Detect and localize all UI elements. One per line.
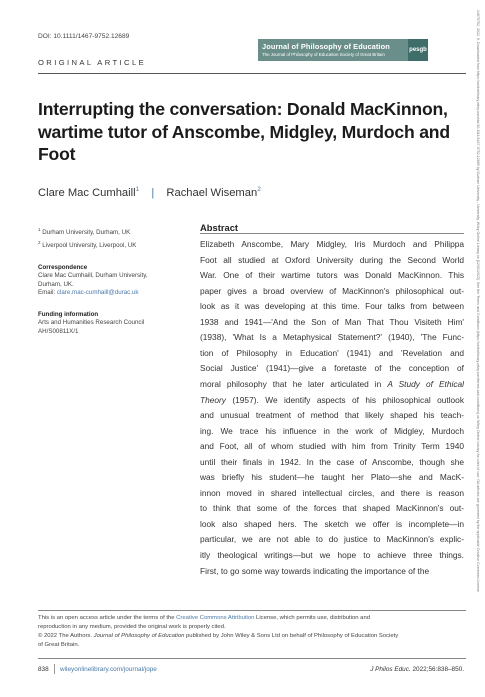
- abstract-line: and Foot, all of whom studied with him from Trinity Term 1940: [200, 441, 464, 452]
- abstract-line: Foot all studied at Oxford University during the Second World: [200, 254, 464, 265]
- abstract-line: (1938), 'What Is a Metaphysical Statement?' (1940), 'The Func-: [200, 332, 464, 343]
- abstract-line: War. One of their wartime tutors was Donald MacKinnon. This: [200, 270, 464, 281]
- author-name[interactable]: Rachael Wiseman: [166, 187, 258, 199]
- doi-text: DOI: 10.1111/1467-9752.12689: [38, 33, 130, 40]
- author-name[interactable]: Clare Mac Cumhaill: [38, 187, 136, 199]
- page-number: 838: [38, 666, 49, 673]
- author-list: [38, 186, 261, 199]
- abstract-heading: Abstract: [200, 222, 239, 233]
- abstract-line: moral philosophy that he later articulated in A Study of Ethical: [200, 378, 464, 389]
- copyright-notice: © 2022 The Authors. Journal of Philosophy of Education published by John Wiley & Sons Ltd on behalf of Philosophy of Education Society of Great Britain.: [38, 633, 399, 648]
- download-notice-strip: [474, 10, 482, 680]
- abstract-line: innon moved in shared intellectual circles, and there is reason: [200, 487, 464, 498]
- abstract-line: tion of Philosophy in Education' (1941) and 'Revelation and: [200, 347, 464, 358]
- correspondence-heading: Correspondence: [38, 264, 88, 271]
- abstract-line: Social Justice' (1941)—give a foretaste of the conception of: [200, 363, 464, 374]
- footer-divider: [38, 610, 466, 611]
- license-link[interactable]: Creative Commons Attribution: [176, 615, 255, 621]
- society-logo: pesgb: [408, 39, 428, 61]
- abstract-line: itly theological writings—but we hope to achieve three things.: [200, 550, 464, 560]
- header-divider: [38, 73, 466, 74]
- journal-website-link[interactable]: wileyonlinelibrary.com/journal/jope: [60, 666, 157, 673]
- author-separator: |: [151, 187, 155, 199]
- article-title: Interrupting the conversation: Donald MacKinnon, wartime tutor of Anscombe, Midgley, Murdoch and Foot: [38, 99, 450, 164]
- journal-banner-title: Journal of Philosophy of Education: [262, 42, 390, 51]
- abstract-line: particular, we are not able to do justice to MacKinnon's explic-: [200, 534, 464, 545]
- abstract-line: and unusual treatment of method that likely shaped his teach-: [200, 410, 464, 421]
- page-footer-separator: [54, 664, 55, 674]
- abstract-line: until their finals in 1942. In the case of Anscombe, though she: [200, 456, 464, 467]
- page-footer-divider: [38, 658, 466, 659]
- abstract-line: look also shaped hers. The sketch we offer is incomplete—in: [200, 518, 464, 529]
- journal-banner[interactable]: [258, 39, 428, 61]
- funding-heading: Funding information: [38, 311, 99, 318]
- affiliation: $^1$ Durham University, Durham, UK: [38, 227, 131, 236]
- abstract-line: ing. We trace his influence in the work of Midgley, Murdoch: [200, 425, 464, 436]
- abstract-line: paper gives a broad overview of MacKinnon's philosophical out-: [200, 285, 464, 296]
- author-affiliation-mark: 1: [135, 186, 140, 193]
- article-type-label: ORIGINAL ARTICLE: [38, 58, 147, 67]
- correspondence-block: Correspondence Clare Mac Cumhaill, Durham University, Durham, UK. Email: clare.mac-cumhaill@durac.uk: [38, 264, 148, 296]
- abstract-line: Theory (1957). We identify aspects of his philosophical outlook: [200, 394, 464, 405]
- download-notice-text: 14679752, 2022, 6, Downloaded from https://onlinelibrary.wiley.com/doi/10.1111/1467-9752.12689 by Durham University - University, Wiley Online Library on [12/01/2023]. See the Terms and Conditions (https://onlinelibrary.wiley.com/terms-and-conditions) on Wiley Online Library for rules of use; OA articles are governed by the applicable Creative Commons License: [476, 10, 480, 592]
- affiliation: $^2$ Liverpool University, Liverpool, UK: [38, 240, 137, 249]
- email-link[interactable]: clare.mac-cumhaill@durac.uk: [56, 288, 139, 296]
- abstract-line: First, to go some way towards indicating the importance of the: [200, 565, 430, 576]
- abstract-line: was briefly his student—he taught her Plato—she and MacK-: [200, 472, 464, 483]
- abstract-line: Elizabeth Anscombe, Mary Midgley, Iris Murdoch and Philippa: [200, 239, 464, 249]
- author-affiliation-mark: 2: [257, 186, 261, 193]
- funding-block: Funding information Arts and Humanities Research Council AH/S00811X/1: [38, 311, 145, 335]
- abstract-line: 1938 and 1941—'And the Son of Man That Thou Visiteth Him': [200, 316, 464, 327]
- abstract-line: look as it was developing at this time. Four talks from between: [200, 301, 464, 312]
- citation-info: J Philos Educ. 2022;56:838–850.: [370, 666, 464, 673]
- license-notice: This is an open access article under the terms of the Creative Commons Attribution License, which permits use, distribution and reproduction in any medium, provided the original work is properly cited.: [38, 615, 371, 630]
- abstract-line: to think that some of the forces that shaped MacKinnon's out-: [200, 503, 464, 514]
- journal-banner-subtitle: The Journal of Philosophy of Education Society of Great Britain: [262, 52, 385, 57]
- abstract-divider: [200, 233, 464, 234]
